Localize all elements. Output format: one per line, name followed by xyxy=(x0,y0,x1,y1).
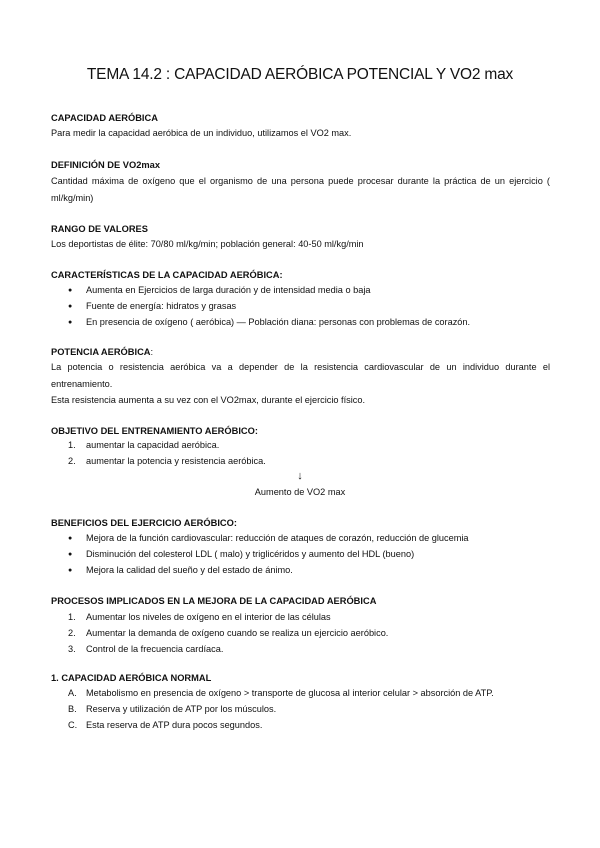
down-arrow-icon: ↓ xyxy=(297,470,303,482)
list-letter: B. xyxy=(68,704,77,714)
bullet-icon: ● xyxy=(68,551,73,558)
list-number: 1. xyxy=(68,440,76,450)
heading-text: POTENCIA AERÓBICA xyxy=(51,347,151,357)
list-item: Metabolismo en presencia de oxígeno > transporte de glucosa al interior celular > absorción de ATP. xyxy=(86,688,494,698)
list-item: Disminución del colesterol LDL ( malo) y triglicéridos y aumento del HDL (bueno) xyxy=(86,549,415,559)
heading-objetivo-entrenamiento: OBJETIVO DEL ENTRENAMIENTO AERÓBICO: xyxy=(51,426,258,436)
bullet-icon: ● xyxy=(68,319,73,326)
paragraph-capacidad-aerobica: Para medir la capacidad aeróbica de un individuo, utilizamos el VO2 max. xyxy=(51,128,352,138)
bullet-icon: ● xyxy=(68,303,73,310)
list-letter: C. xyxy=(68,720,78,730)
list-item: Fuente de energía: hidratos y grasas xyxy=(86,301,237,311)
heading-caracteristicas: CARACTERÍSTICAS DE LA CAPACIDAD AERÓBICA: xyxy=(51,270,283,280)
list-number: 1. xyxy=(68,612,76,622)
heading-beneficios: BENEFICIOS DEL EJERCICIO AERÓBICO: xyxy=(51,518,237,528)
result-aumento-vo2max: Aumento de VO2 max xyxy=(254,487,346,497)
list-number: 2. xyxy=(68,628,76,638)
heading-capacidad-aerobica: CAPACIDAD AERÓBICA xyxy=(51,113,158,123)
list-item: Mejora la calidad del sueño y del estado de ánimo. xyxy=(86,565,293,575)
list-number: 2. xyxy=(68,456,76,466)
paragraph-resistencia: Esta resistencia aumenta a su vez con el VO2max, durante el ejercicio físico. xyxy=(51,395,366,405)
paragraph-potencia-aerobica: La potencia o resistencia aeróbica va a depender de la resistencia cardiovascular de un individuo durante el entrenamiento. xyxy=(51,362,550,389)
bullet-icon: ● xyxy=(68,287,73,294)
list-item: Esta reserva de ATP dura pocos segundos. xyxy=(86,720,263,730)
list-item: En presencia de oxígeno ( aeróbica) — Población diana: personas con problemas de corazón. xyxy=(86,317,471,327)
list-item: aumentar la capacidad aeróbica. xyxy=(86,440,220,450)
paragraph-rango-valores: Los deportistas de élite: 70/80 ml/kg/min; población general: 40-50 ml/kg/min xyxy=(51,239,364,249)
heading-potencia-aerobica xyxy=(51,347,153,357)
page-title: TEMA 14.2 : CAPACIDAD AERÓBICA POTENCIAL Y VO2 max xyxy=(86,66,514,83)
bullet-icon: ● xyxy=(68,535,73,542)
heading-colon: : xyxy=(150,347,154,357)
list-item: Aumentar la demanda de oxígeno cuando se realiza un ejercicio aeróbico. xyxy=(86,628,389,638)
bullet-icon: ● xyxy=(68,567,73,574)
list-item: Aumenta en Ejercicios de larga duración y de intensidad media o baja xyxy=(86,285,371,295)
list-item: Aumentar los niveles de oxígeno en el interior de las células xyxy=(86,612,331,622)
list-letter: A. xyxy=(68,688,77,698)
heading-rango-valores: RANGO DE VALORES xyxy=(51,224,148,234)
list-item: Reserva y utilización de ATP por los músculos. xyxy=(86,704,277,714)
heading-procesos-implicados: PROCESOS IMPLICADOS EN LA MEJORA DE LA CAPACIDAD AERÓBICA xyxy=(51,596,377,606)
heading-capacidad-aerobica-normal: 1. CAPACIDAD AERÓBICA NORMAL xyxy=(51,673,212,683)
heading-definicion-vo2max: DEFINICIÓN DE VO2max xyxy=(51,160,161,170)
list-number: 3. xyxy=(68,644,76,654)
list-item: Control de la frecuencia cardíaca. xyxy=(86,644,224,654)
paragraph-definicion-vo2max: Cantidad máxima de oxígeno que el organismo de una persona puede procesar durante la práctica de un ejercicio ( ml/kg/min) xyxy=(51,176,550,203)
list-item: Mejora de la función cardiovascular: reducción de ataques de corazón, reducción de glucemia xyxy=(86,533,469,543)
list-item: aumentar la potencia y resistencia aeróbica. xyxy=(86,456,266,466)
